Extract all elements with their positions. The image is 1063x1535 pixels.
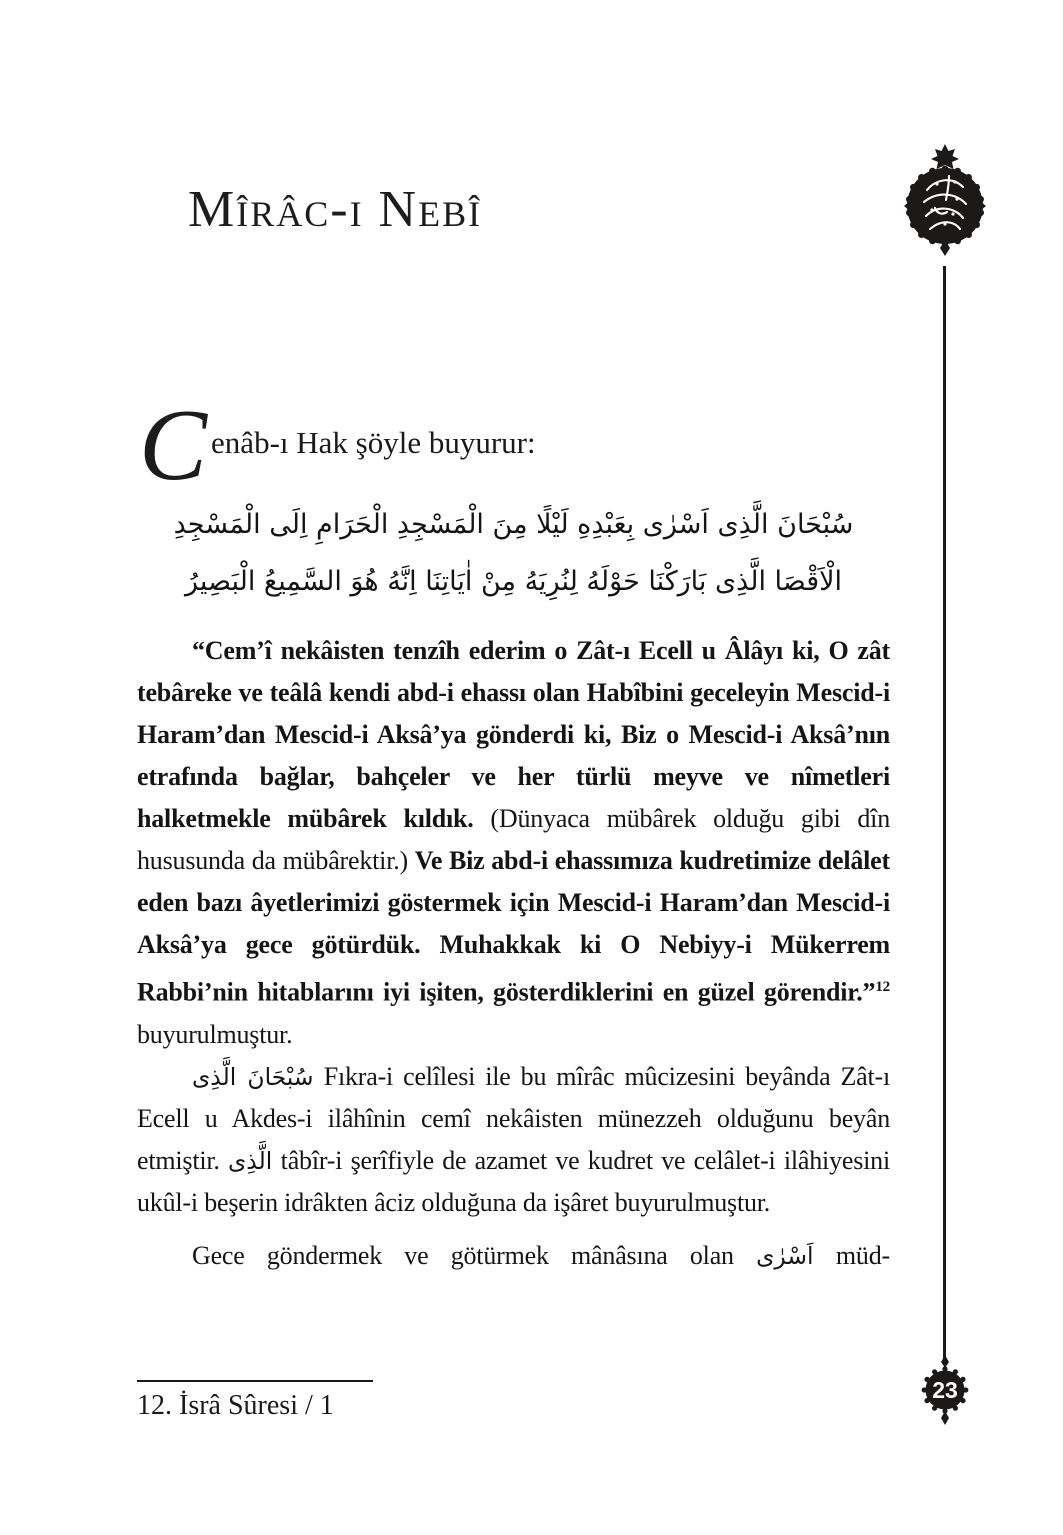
paragraph-commentary (137, 1056, 890, 1224)
footnote: 12. İsrâ Sûresi / 1 (137, 1390, 334, 1421)
page-number-badge (915, 1355, 975, 1427)
arabic-calligraphy-medallion-icon (897, 144, 993, 270)
text-segment-arabic: الَّذِى (227, 1146, 273, 1175)
arabic-verse (137, 496, 890, 610)
text-segment-regular: buyurulmuştur. (137, 1019, 293, 1049)
verse-line: سُبْحَانَ الَّذِى اَسْرٰى بِعَبْدِهِ لَيْلًا مِنَ الْمَسْجِدِ الْحَرَامِ اِلَى الْمَسْجِدِ (173, 509, 854, 540)
intro-text: enâb-ı Hak şöyle buyurur: (211, 425, 536, 460)
text-segment-regular: müd- (813, 1240, 890, 1270)
text-column (137, 630, 890, 1277)
text-segment-bold: “Cem’î nekâisten tenzîh ederim o Zât-ı Ecell u Âlâyı ki, O zât tebâreke ve teâlâ kendi abd-i ehassı olan Habîbini geceleyin Mescid-i Haram’dan Mescid-i Aksâ’ya gönderdi ki, Biz o Mescid-i Aksâ’nın etrafında bağlar, bahçeler ve her türlü meyve ve nîmetleri halketmekle mübârek kıldık. (137, 636, 890, 833)
text-segment-regular: tâbîr-i şerîfiyle de azamet ve kudret ve celâlet-i ilâhiyesini ukûl-i beşerin idrâkten âciz olduğuna da işâret buyurulmuştur. (137, 1145, 890, 1217)
page-number: 23 (932, 1377, 958, 1403)
dropcap: C (139, 389, 206, 502)
badge-bottom-finial-icon (941, 1411, 949, 1425)
text-segment-bold: Ve Biz abd-i ehassımıza kudretimize delâlet eden bazı âyetlerimizi göstermek için Mescid-i Haram’dan Mescid-i Aksâ’ya gece götürdük. Muhakkak ki O Nebiyy-i Mükerrem Rabbi’nin hitablarını iyi işiten, gösterdiklerini en güzel görendir.” (137, 846, 890, 1007)
text-segment-regular: Gece göndermek ve götürmek mânâsına olan (192, 1240, 757, 1270)
star-finial-icon (931, 144, 959, 169)
page-title: Mîrâc-ı Nebî (188, 180, 483, 238)
vertical-ornament-rule (943, 266, 946, 1363)
text-segment-arabic: اَسْرٰى (756, 1241, 814, 1270)
text-segment-regular: (Dünyaca mübârek olduğu gibi dîn hususunda da mübârektir.) (137, 804, 890, 875)
paragraph-translation (137, 630, 890, 1056)
text-segment-regular: Fıkra-i celîlesi ile bu mîrâc mûcizesini beyânda Zât-ı Ecell u Akdes-i ilâhînin cemî nekâisten münezzeh olduğunu beyân etmiştir. (137, 1061, 890, 1175)
badge-top-finial-icon (941, 1355, 949, 1368)
footnote-rule (137, 1380, 373, 1382)
paragraph-closing (137, 1235, 890, 1277)
intro-line (139, 389, 892, 502)
text-segment-sup: 12 (875, 979, 890, 995)
verse-line: الْاَقْصَا الَّذِى بَارَكْنَا حَوْلَهُ لِنُرِيَهُ مِنْ اٰيَاتِنَا اِنَّهُ هُوَ السَّمِيعُ الْبَصِيرُ (184, 566, 843, 597)
text-segment-arabic: سُبْحَانَ الَّذِى (192, 1062, 314, 1091)
